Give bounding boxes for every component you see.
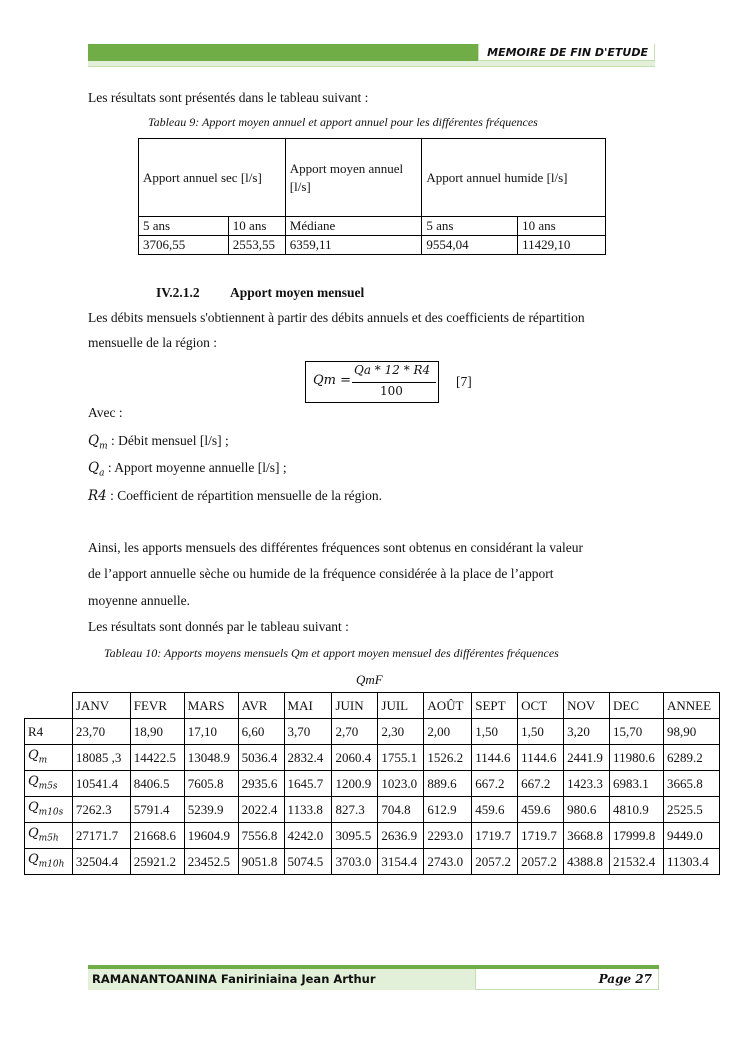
table-cell: 17,10 (184, 719, 238, 745)
section-number: IV.2.1.2 (156, 285, 200, 300)
table-cell: 459.6 (518, 797, 564, 823)
table-cell: 14422.5 (130, 745, 184, 771)
row-label-symbol: Q (28, 825, 39, 841)
column-header: OCT (518, 693, 564, 719)
table-cell: 7262.3 (72, 797, 130, 823)
table-cell: 2935.6 (238, 771, 284, 797)
table-cell: 667.2 (472, 771, 518, 797)
header-bar (88, 44, 478, 61)
table9-cell: 5 ans (422, 217, 518, 236)
table-cell: 612.9 (424, 797, 472, 823)
table-row (25, 771, 720, 797)
table-cell: 2060.4 (332, 745, 378, 771)
blank-cell (25, 693, 73, 719)
table-row (25, 745, 720, 771)
paragraph-line: Les débits mensuels s'obtiennent à partir des débits annuels et des coefficients de répartition (88, 310, 585, 325)
table-cell: 6289.2 (663, 745, 719, 771)
table9-cell: 9554,04 (422, 236, 518, 255)
row-label (25, 823, 73, 849)
table-cell: 3665.8 (663, 771, 719, 797)
fraction-bar (352, 382, 436, 383)
table9-value-row (139, 236, 606, 255)
table-cell: 2057.2 (518, 849, 564, 875)
table-cell: 6983.1 (610, 771, 664, 797)
table10-header-row (25, 693, 720, 719)
formula-denominator: 100 (380, 384, 403, 398)
row-label-symbol: Q (28, 851, 39, 867)
header-underline (88, 61, 655, 67)
column-header: SEPT (472, 693, 518, 719)
table-cell: 7556.8 (238, 823, 284, 849)
table-cell: 4242.0 (284, 823, 332, 849)
symbol-sub: a (99, 468, 105, 479)
table9-cell: 2553,55 (228, 236, 285, 255)
row-label-symbol: R4 (28, 723, 44, 739)
table-cell: 3703.0 (332, 849, 378, 875)
table-cell: 11303.4 (663, 849, 719, 875)
column-header: NOV (564, 693, 610, 719)
row-label (25, 849, 73, 875)
table-row (25, 849, 720, 875)
table-cell: 2057.2 (472, 849, 518, 875)
table-row (25, 719, 720, 745)
table9-cell: 10 ans (518, 217, 606, 236)
table-cell: 459.6 (472, 797, 518, 823)
table-cell: 1526.2 (424, 745, 472, 771)
paragraph-line: mensuelle de la région : (88, 335, 217, 350)
table-cell: 2,70 (332, 719, 378, 745)
table-cell: 18,90 (130, 719, 184, 745)
table-cell: 25921.2 (130, 849, 184, 875)
row-label-sub: m (38, 755, 48, 766)
table9-cell: 6359,11 (285, 236, 422, 255)
column-header: AVR (238, 693, 284, 719)
table9-cell: 10 ans (228, 217, 285, 236)
column-header: FEVR (130, 693, 184, 719)
table-cell: 4388.8 (564, 849, 610, 875)
table-cell: 5239.9 (184, 797, 238, 823)
intro-text: Les résultats sont présentés dans le tableau suivant : (88, 90, 369, 105)
row-label-sub: m10s (38, 807, 64, 818)
table-cell: 5036.4 (238, 745, 284, 771)
table-cell: 667.2 (518, 771, 564, 797)
column-header: JUIL (378, 693, 424, 719)
column-header: MARS (184, 693, 238, 719)
formula-reference: [7] (456, 374, 472, 389)
symbol-sub: m (99, 441, 108, 452)
definition-text: : Apport moyenne annuelle [l/s] ; (104, 460, 287, 475)
table-cell: 1719.7 (472, 823, 518, 849)
table10-title: QmF (356, 672, 383, 687)
row-label-sub: m10h (38, 859, 65, 870)
table-cell: 980.6 (564, 797, 610, 823)
column-header: JANV (72, 693, 130, 719)
definition-r4 (88, 488, 382, 504)
column-header: AOÛT (424, 693, 472, 719)
table-cell: 5074.5 (284, 849, 332, 875)
footer-page-number: Page 27 (475, 969, 659, 990)
row-label-symbol: Q (28, 747, 39, 763)
column-header: MAI (284, 693, 332, 719)
table-cell: 98,90 (663, 719, 719, 745)
table-cell: 21532.4 (610, 849, 664, 875)
table-cell: 1755.1 (378, 745, 424, 771)
column-header: JUIN (332, 693, 378, 719)
table-cell: 7605.8 (184, 771, 238, 797)
row-label (25, 745, 73, 771)
table-cell: 1023.0 (378, 771, 424, 797)
table-cell: 889.6 (424, 771, 472, 797)
table-cell: 11980.6 (610, 745, 664, 771)
table-cell: 2832.4 (284, 745, 332, 771)
table-cell: 23452.5 (184, 849, 238, 875)
table-cell: 1200.9 (332, 771, 378, 797)
definition-text: : Coefficient de répartition mensuelle de la région. (106, 488, 383, 503)
symbol: Q (88, 460, 100, 476)
row-label-sub: m5h (38, 833, 59, 844)
formula-box (305, 361, 439, 403)
table-cell: 21668.6 (130, 823, 184, 849)
table-cell: 3154.4 (378, 849, 424, 875)
table9-caption: Tableau 9: Apport moyen annuel et apport annuel pour les différentes fréquences (148, 115, 538, 129)
table-cell: 1,50 (472, 719, 518, 745)
table-cell: 17999.8 (610, 823, 664, 849)
row-label-symbol: Q (28, 799, 39, 815)
table-cell: 23,70 (72, 719, 130, 745)
formula-numerator: Qa * 12 * R4 (354, 363, 431, 377)
definition-text: : Débit mensuel [l/s] ; (107, 433, 229, 448)
table-cell: 3095.5 (332, 823, 378, 849)
table9-cell: Médiane (285, 217, 422, 236)
row-label (25, 771, 73, 797)
footer-author: RAMANANTOANINA Faniriniaina Jean Arthur (88, 969, 475, 990)
table-cell: 1423.3 (564, 771, 610, 797)
definition-qa (88, 460, 287, 479)
table9-header-sec: Apport annuel sec [l/s] (139, 139, 286, 217)
header-title: MEMOIRE DE FIN D'ETUDE (478, 44, 655, 61)
table-cell: 3668.8 (564, 823, 610, 849)
table9-cell: 5 ans (139, 217, 229, 236)
definition-qm (88, 433, 229, 452)
table9 (138, 138, 606, 255)
table-cell: 10541.4 (72, 771, 130, 797)
table9-cell: 11429,10 (518, 236, 606, 255)
table-cell: 4810.9 (610, 797, 664, 823)
table-cell: 827.3 (332, 797, 378, 823)
table-cell: 2441.9 (564, 745, 610, 771)
table-cell: 2525.5 (663, 797, 719, 823)
table-cell: 1144.6 (518, 745, 564, 771)
table10-caption: Tableau 10: Apports moyens mensuels Qm et apport moyen mensuel des différentes fréquences (104, 646, 559, 660)
paragraph-line: moyenne annuelle. (88, 593, 190, 608)
row-label (25, 797, 73, 823)
table-cell: 2636.9 (378, 823, 424, 849)
table-cell: 13048.9 (184, 745, 238, 771)
table-cell: 9449.0 (663, 823, 719, 849)
formula-lhs: Qm = (313, 373, 352, 388)
table-cell: 2,00 (424, 719, 472, 745)
table9-subheader-row (139, 217, 606, 236)
paragraph-line: de l’apport annuelle sèche ou humide de la fréquence considérée à la place de l’apport (88, 566, 554, 581)
table-cell: 3,70 (284, 719, 332, 745)
avec-label: Avec : (88, 405, 123, 420)
table-cell: 3,20 (564, 719, 610, 745)
row-label (25, 719, 73, 745)
table-cell: 8406.5 (130, 771, 184, 797)
table-cell: 9051.8 (238, 849, 284, 875)
row-label-symbol: Q (28, 773, 39, 789)
table-cell: 6,60 (238, 719, 284, 745)
table-cell: 5791.4 (130, 797, 184, 823)
row-label-sub: m5s (38, 781, 58, 792)
table-cell: 2293.0 (424, 823, 472, 849)
table-cell: 2743.0 (424, 849, 472, 875)
table-cell: 32504.4 (72, 849, 130, 875)
paragraph-line: Ainsi, les apports mensuels des différentes fréquences sont obtenus en considérant la valeur (88, 540, 583, 555)
table-cell: 704.8 (378, 797, 424, 823)
table9-header-mean: Apport moyen annuel [l/s] (285, 139, 422, 217)
table-cell: 1645.7 (284, 771, 332, 797)
table-cell: 1144.6 (472, 745, 518, 771)
table-cell: 2,30 (378, 719, 424, 745)
table-cell: 1133.8 (284, 797, 332, 823)
table-row (25, 797, 720, 823)
table-cell: 15,70 (610, 719, 664, 745)
table-cell: 18085 ,3 (72, 745, 130, 771)
column-header: ANNEE (663, 693, 719, 719)
table-cell: 1,50 (518, 719, 564, 745)
symbol: Q (88, 433, 100, 449)
table-cell: 27171.7 (72, 823, 130, 849)
table-row (25, 823, 720, 849)
table-cell: 1719.7 (518, 823, 564, 849)
column-header: DEC (610, 693, 664, 719)
table10 (24, 692, 720, 875)
table-cell: 2022.4 (238, 797, 284, 823)
table9-header-humid: Apport annuel humide [l/s] (422, 139, 606, 217)
section-title: Apport moyen mensuel (230, 285, 365, 300)
table9-cell: 3706,55 (139, 236, 229, 255)
intro-text-2: Les résultats sont donnés par le tableau suivant : (88, 619, 349, 634)
symbol: R4 (88, 488, 107, 504)
table-cell: 19604.9 (184, 823, 238, 849)
